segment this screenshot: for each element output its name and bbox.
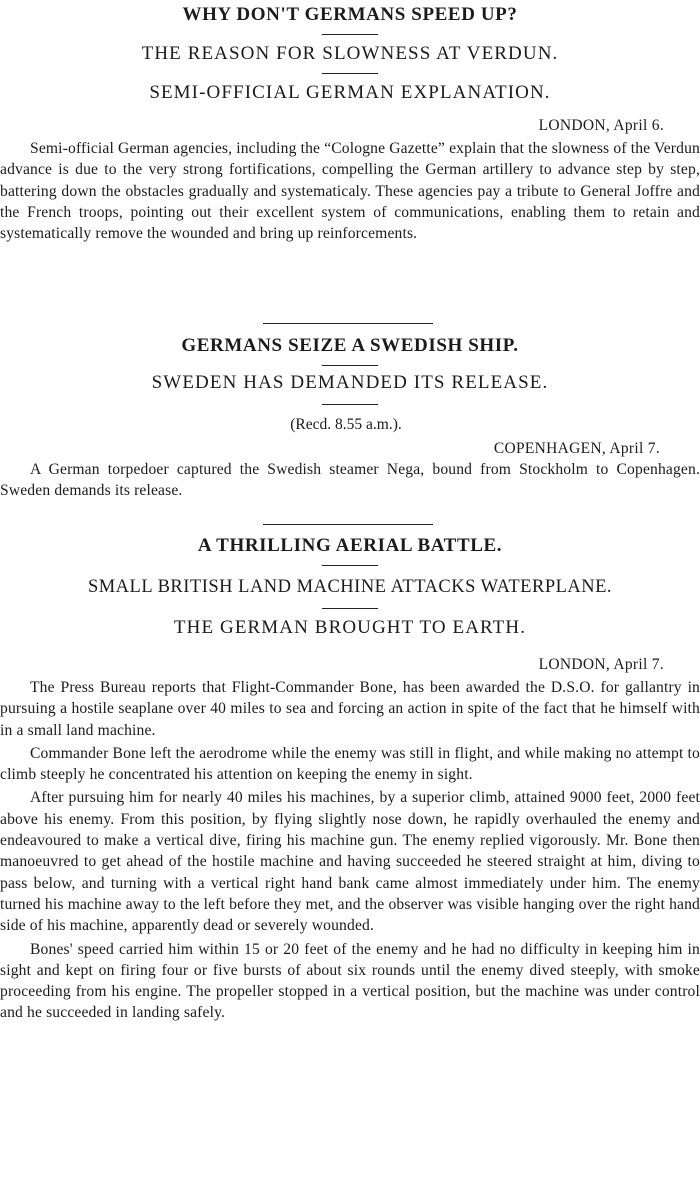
section-divider	[263, 524, 433, 525]
dateline: COPENHAGEN, April 7.	[493, 440, 660, 457]
article-paragraph: The Press Bureau reports that Flight-Commander Bone, has been awarded the D.S.O. for gallantry in pursuing a hostile seaplane over 40 miles to sea and forcing an action in spite of the fact that he himself with in a small land machine.	[0, 679, 700, 739]
headline: WHY DON'T GERMANS SPEED UP?	[182, 4, 518, 25]
divider	[322, 365, 378, 366]
subheadline: SMALL BRITISH LAND MACHINE ATTACKS WATERPLANE.	[87, 577, 613, 597]
article-paragraph: After pursuing him for nearly 40 miles his machines, by a superior climb, attained 9000 feet, 2000 feet above his enemy. From this position, by flying slightly nose down, he rapidly overhauled the enemy and endeavoured to make a vertical dive, firing his machine gun. The enemy replied vigorously. Mr. Bone then manoeuvred to get ahead of the hostile machine and having succeeded he steered straight at him, diving to pass below, and turning with a vertical right hand bank came almost immediately under him. The enemy turned his machine away to the left before they met, and the observer was visible hanging over the right hand side of his machine, apparently dead or severely wounded.	[0, 789, 700, 935]
received-note: (Recd. 8.55 a.m.).	[290, 416, 402, 433]
dateline: LONDON, April 7.	[538, 656, 664, 673]
section-divider	[263, 323, 433, 324]
subheadline: SEMI-OFFICIAL GERMAN EXPLANATION.	[149, 82, 551, 103]
article-verdun	[0, 2, 700, 244]
headline: A THRILLING AERIAL BATTLE.	[197, 535, 503, 556]
divider	[322, 608, 378, 609]
subheadline: THE REASON FOR SLOWNESS AT VERDUN.	[141, 43, 559, 64]
divider	[322, 73, 378, 74]
subheadline: SWEDEN HAS DEMANDED ITS RELEASE.	[151, 372, 549, 393]
article-paragraph: Commander Bone left the aerodrome while the enemy was still in flight, and while making no attempt to climb steeply he concentrated his attention on keeping the enemy in sight.	[0, 744, 700, 784]
headline: GERMANS SEIZE A SWEDISH SHIP.	[181, 335, 519, 356]
divider	[322, 404, 378, 405]
article-swedish-ship	[0, 333, 700, 502]
divider	[322, 565, 378, 566]
article-paragraph: Semi-official German agencies, including the “Cologne Gazette” explain that the slowness of the Verdun advance is due to the very strong fortifications, compelling the German artillery to advance step by step, battering down the obstacles gradually and systematicaly. These agencies pay a tribute to General Joffre and the French troops, pointing out their excellent system of communications, enabling them to retain and systematically remove the wounded and bring up reinforcements.	[0, 140, 700, 243]
article-paragraph: Bones' speed carried him within 15 or 20 feet of the enemy and he had no difficulty in keeping him in sight and kept on firing four or five bursts of about six rounds until the enemy dived steeply, with smoke proceeding from his engine. The propeller stopped in a vertical position, but the machine was under control and he succeeded in landing safely.	[0, 940, 700, 1022]
article-paragraph: A German torpedoer captured the Swedish steamer Nega, bound from Stockholm to Copenhagen. Sweden demands its release.	[0, 461, 700, 500]
article-aerial-battle	[0, 533, 700, 1024]
dateline: LONDON, April 6.	[538, 117, 664, 134]
subheadline: THE GERMAN BROUGHT TO EARTH.	[173, 617, 527, 638]
divider	[322, 34, 378, 35]
